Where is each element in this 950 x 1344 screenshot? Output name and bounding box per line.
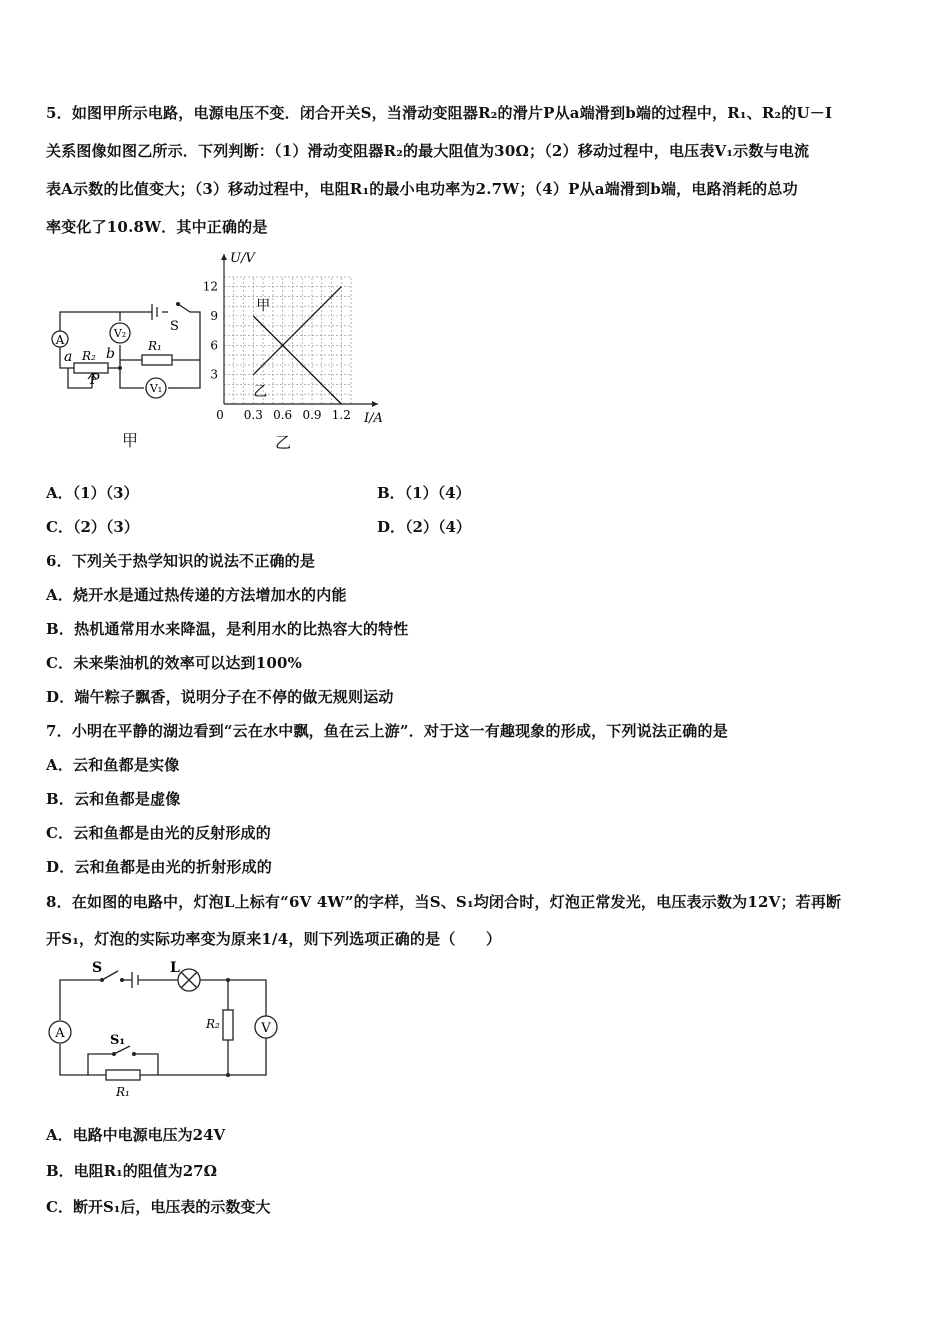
- q8-ammeter-label: A: [55, 1026, 65, 1041]
- x-tick-label: 1.2: [331, 408, 351, 422]
- q5-option-d[interactable]: D．（2）（4）: [377, 518, 471, 536]
- jia-v1-label: V₁: [149, 382, 163, 395]
- q5-line-4: 率变化了10.8W．其中正确的是: [46, 218, 268, 236]
- ui-chart-yi: [200, 248, 400, 426]
- q8-s1-label: S₁: [110, 1033, 126, 1048]
- q8-r2-label: R₂: [206, 1017, 220, 1031]
- x-tick-label: 0.9: [302, 408, 322, 422]
- y-tick-label: 3: [210, 367, 218, 382]
- q7-option-b[interactable]: B．云和鱼都是虚像: [46, 790, 181, 808]
- q6-option-b[interactable]: B．热机通常用水来降温，是利用水的比热容大的特性: [46, 620, 409, 638]
- x-axis-arrow: [372, 401, 378, 407]
- fig-jia-caption: 甲: [122, 431, 139, 450]
- jia-b-label: b: [106, 346, 115, 362]
- q8-option-c[interactable]: C．断开S₁后，电压表的示数变大: [46, 1198, 271, 1216]
- x-tick-label: 0.3: [243, 408, 263, 422]
- q6-stem: 6．下列关于热学知识的说法不正确的是: [46, 552, 316, 570]
- q5-option-c[interactable]: C．（2）（3）: [46, 518, 139, 536]
- jia-a-label: a: [64, 349, 73, 365]
- y-axis-arrow: [221, 254, 227, 260]
- q8-r1-label: R₁: [116, 1085, 130, 1098]
- q8-option-b[interactable]: B．电阻R₁的阻值为27Ω: [46, 1162, 217, 1180]
- jia-switch-label: S: [170, 319, 179, 334]
- jia-v2-label: V₂: [113, 327, 127, 340]
- q5-line-2: 关系图像如图乙所示．下列判断：（1）滑动变阻器R₂的最大阻值为30Ω；（2）移动过程中，电压表V₁示数与电流: [46, 142, 810, 160]
- q5-line-1: 5．如图甲所示电路，电源电压不变．闭合开关S，当滑动变阻器R₂的滑片P从a端滑到b端的过程中，R₁、R₂的U－I: [46, 104, 833, 122]
- series-label-yi: 乙: [253, 384, 268, 401]
- fig-yi-caption: 乙: [275, 433, 292, 452]
- jia-r1-label: R₁: [148, 339, 162, 353]
- jia-r2-label: R₂: [82, 349, 96, 363]
- series-label-jia: 甲: [256, 298, 271, 315]
- q8-l-label: L: [170, 960, 180, 976]
- q6-option-d[interactable]: D．端午粽子飘香，说明分子在不停的做无规则运动: [46, 688, 394, 706]
- jia-p-label: P: [90, 372, 100, 388]
- q8-line-1: 8．在如图的电路中，灯泡L上标有“6V 4W”的字样，当S、S₁均闭合时，灯泡正常发光，电压表示数为12V；若再断: [46, 893, 842, 911]
- q8-line-2: 开S₁，灯泡的实际功率变为原来1/4，则下列选项正确的是（ ）: [46, 930, 502, 948]
- y-tick-label: 9: [210, 309, 218, 323]
- q8-s-label: S: [92, 960, 103, 976]
- q6-option-a[interactable]: A．烧开水是通过热传递的方法增加水的内能: [46, 586, 347, 604]
- y-tick-label: 6: [210, 338, 218, 353]
- q7-stem: 7．小明在平静的湖边看到“云在水中飘，鱼在云上游”．对于这一有趣现象的形成，下列说法正确的是: [46, 722, 728, 740]
- q7-option-a[interactable]: A．云和鱼都是实像: [46, 756, 180, 774]
- q5-line-3: 表A示数的比值变大；（3）移动过程中，电阻R₁的最小电功率为2.7W；（4）P从a端滑到b端，电路消耗的总功: [46, 180, 798, 198]
- y-tick-label: 12: [202, 279, 218, 294]
- q8-option-a[interactable]: A．电路中电源电压为24V: [46, 1126, 226, 1144]
- jia-ammeter-label: A: [55, 333, 65, 347]
- q5-option-b[interactable]: B．（1）（4）: [377, 484, 471, 502]
- q7-option-d[interactable]: D．云和鱼都是由光的折射形成的: [46, 858, 273, 876]
- x-tick-label: 0.6: [273, 408, 293, 422]
- circuit-diagram-jia: [44, 288, 204, 408]
- q5-option-a[interactable]: A．（1）（3）: [46, 484, 139, 502]
- x-tick-label: 0: [216, 408, 224, 422]
- q7-option-c[interactable]: C．云和鱼都是由光的反射形成的: [46, 824, 271, 842]
- x-axis-label: I/A: [364, 411, 383, 426]
- q6-option-c[interactable]: C．未来柴油机的效率可以达到100%: [46, 654, 303, 672]
- circuit-diagram-q8: [44, 958, 284, 1098]
- q8-v-label: V: [261, 1021, 271, 1036]
- y-axis-label: U/V: [230, 251, 255, 266]
